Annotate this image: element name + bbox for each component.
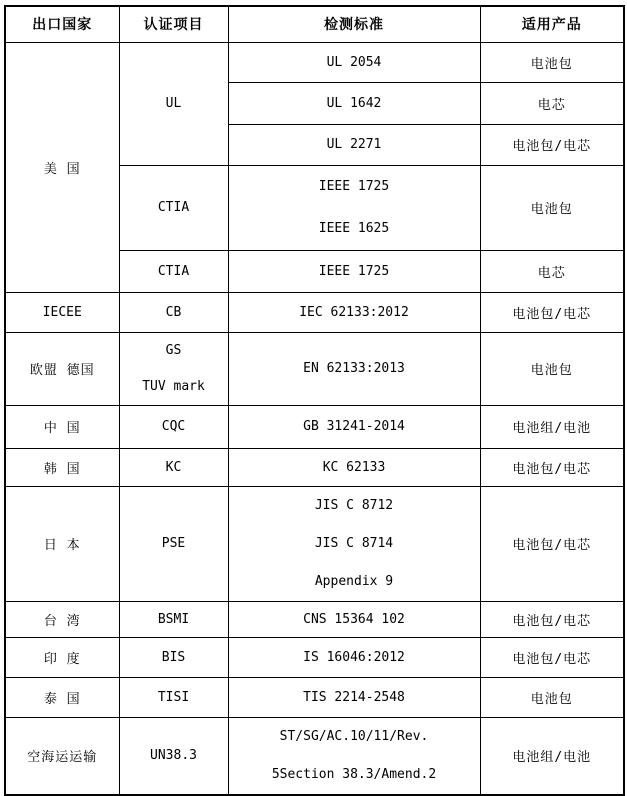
cell-standard: CNS 15364 102 bbox=[228, 601, 480, 637]
cell-standard bbox=[228, 165, 480, 250]
cell-country-japan: 日 本 bbox=[5, 486, 119, 601]
cell-cert-tisi: TISI bbox=[119, 677, 228, 717]
cell-standard: EN 62133:2013 bbox=[228, 332, 480, 405]
cell-cert-cb: CB bbox=[119, 292, 228, 332]
cell-cert-ctia: CTIA bbox=[119, 165, 228, 250]
cell-standard: TIS 2214-2548 bbox=[228, 677, 480, 717]
table-row bbox=[5, 332, 624, 405]
cell-cert-bis: BIS bbox=[119, 637, 228, 677]
table-row bbox=[5, 486, 624, 601]
cell-product: 电芯 bbox=[480, 250, 624, 292]
cell-cert-pse: PSE bbox=[119, 486, 228, 601]
table-row bbox=[5, 292, 624, 332]
table-row bbox=[5, 717, 624, 795]
cell-standard: IEEE 1725 bbox=[228, 250, 480, 292]
cell-country-thailand: 泰 国 bbox=[5, 677, 119, 717]
cert-line: GS bbox=[165, 342, 182, 358]
cell-standard: UL 2271 bbox=[228, 124, 480, 165]
table-row bbox=[5, 637, 624, 677]
table-row bbox=[5, 405, 624, 448]
cell-standard: UL 2054 bbox=[228, 42, 480, 82]
standard-line: 5Section 38.3/Amend.2 bbox=[271, 766, 437, 782]
cert-line: TUV mark bbox=[142, 378, 205, 394]
cell-country-eu-germany: 欧盟 德国 bbox=[5, 332, 119, 405]
cell-product: 电池包 bbox=[480, 677, 624, 717]
standard-line: IEEE 1625 bbox=[318, 220, 390, 236]
header-standard: 检测标准 bbox=[228, 6, 480, 42]
table-row bbox=[5, 448, 624, 486]
header-row bbox=[5, 6, 624, 42]
cell-product: 电池包 bbox=[480, 42, 624, 82]
cell-standard bbox=[228, 486, 480, 601]
cell-standard: GB 31241-2014 bbox=[228, 405, 480, 448]
cell-product: 电池包/电芯 bbox=[480, 124, 624, 165]
cell-country-taiwan: 台 湾 bbox=[5, 601, 119, 637]
header-product: 适用产品 bbox=[480, 6, 624, 42]
cell-cert-cqc: CQC bbox=[119, 405, 228, 448]
standard-line: JIS C 8714 bbox=[314, 535, 394, 551]
cell-product: 电池包 bbox=[480, 332, 624, 405]
cell-cert-ul: UL bbox=[119, 42, 228, 165]
cell-cert-gs-tuv bbox=[119, 332, 228, 405]
cell-country-india: 印 度 bbox=[5, 637, 119, 677]
header-certification: 认证项目 bbox=[119, 6, 228, 42]
cell-product: 电池组/电池 bbox=[480, 717, 624, 795]
cell-cert-un383: UN38.3 bbox=[119, 717, 228, 795]
standard-line: ST/SG/AC.10/11/Rev. bbox=[279, 728, 429, 744]
cell-product: 电池包/电芯 bbox=[480, 448, 624, 486]
cell-product: 电池包/电芯 bbox=[480, 486, 624, 601]
certification-table bbox=[4, 5, 625, 796]
standard-line: IEEE 1725 bbox=[318, 178, 390, 194]
cell-standard: IEC 62133:2012 bbox=[228, 292, 480, 332]
cell-cert-ctia: CTIA bbox=[119, 250, 228, 292]
cell-product: 电池包/电芯 bbox=[480, 292, 624, 332]
cell-country-iecee: IECEE bbox=[5, 292, 119, 332]
header-country: 出口国家 bbox=[5, 6, 119, 42]
cell-product: 电池组/电池 bbox=[480, 405, 624, 448]
standard-line: Appendix 9 bbox=[314, 573, 394, 589]
standard-line: JIS C 8712 bbox=[314, 497, 394, 513]
cell-cert-bsmi: BSMI bbox=[119, 601, 228, 637]
cell-product: 电芯 bbox=[480, 82, 624, 124]
cell-standard: IS 16046:2012 bbox=[228, 637, 480, 677]
cell-country-korea: 韩 国 bbox=[5, 448, 119, 486]
cell-country-china: 中 国 bbox=[5, 405, 119, 448]
cell-standard: KC 62133 bbox=[228, 448, 480, 486]
cell-product: 电池包/电芯 bbox=[480, 637, 624, 677]
cell-country-usa: 美 国 bbox=[5, 42, 119, 292]
cell-product: 电池包/电芯 bbox=[480, 601, 624, 637]
cell-country-transport: 空海运运输 bbox=[5, 717, 119, 795]
cell-product: 电池包 bbox=[480, 165, 624, 250]
cell-cert-kc: KC bbox=[119, 448, 228, 486]
cell-standard bbox=[228, 717, 480, 795]
table-row bbox=[5, 601, 624, 637]
cell-standard: UL 1642 bbox=[228, 82, 480, 124]
table-row bbox=[5, 677, 624, 717]
table-row bbox=[5, 42, 624, 82]
